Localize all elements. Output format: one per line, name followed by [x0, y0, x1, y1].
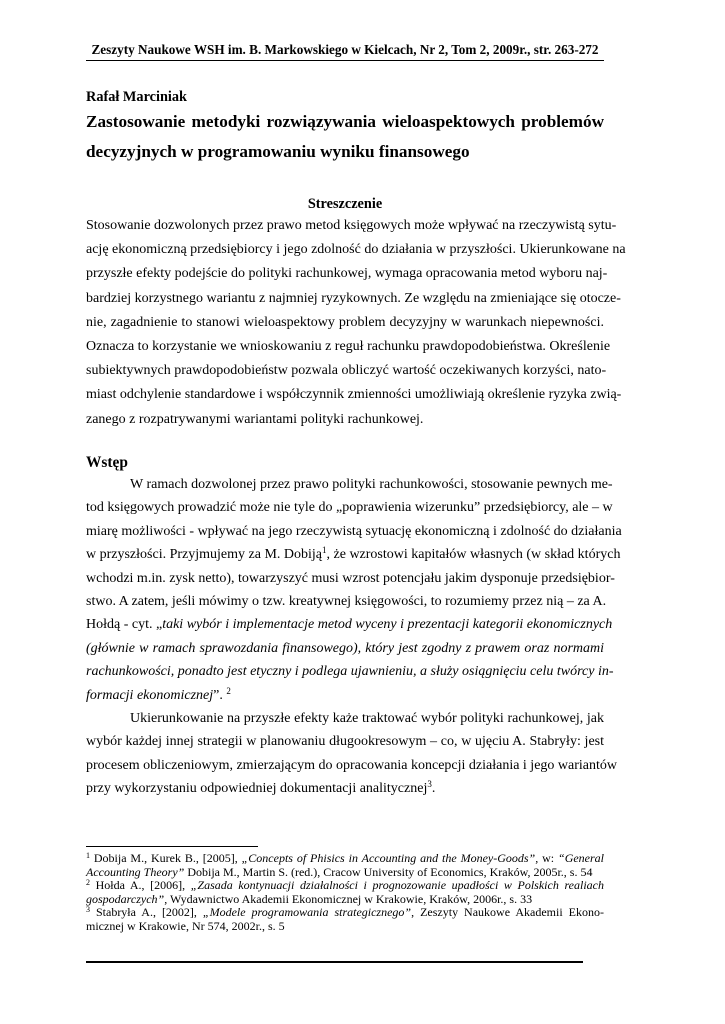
footnote-italic: „Concepts of Phisics in Accounting and the Money-Goods”,	[241, 851, 539, 865]
journal-header: Zeszyty Naukowe WSH im. B. Markowskiego w Kielcach, Nr 2, Tom 2, 2009r., str. 263-272	[91, 42, 599, 57]
footnote-ref: 2	[226, 685, 231, 696]
footnote-ref: 3	[427, 779, 432, 790]
quote-italic: taki wybór i implementacje metod wyceny i prezentacji kategorii ekonomicznych	[162, 617, 613, 633]
quote-italic: formacji ekonomicznej	[86, 687, 214, 703]
text-run: Dobija M., Martin S. (red.), Cracow University of Economics, Kraków, 2005r., s. 54	[184, 864, 593, 879]
abstract-line: miast odchylenie standardowe i współczynnik zmienności umożliwiają określenie ryzyka zwią-	[86, 387, 622, 403]
abstract-line: Stosowanie dozwolonych przez prawo metod księgowych może wpływać na rzeczywistą sytu-	[86, 218, 617, 233]
text-run: Hołda A., [2006],	[90, 878, 191, 893]
footnote-number: 3	[86, 905, 90, 915]
footnote-2-cont	[86, 893, 604, 907]
document-page	[86, 0, 626, 1024]
footnotes	[86, 852, 604, 934]
quote-italic: rachunkowości, ponadto jest etyczny i podlega ujawnieniu, a służy osiągnięciu celu twórcy in-	[86, 664, 614, 680]
footnote-2	[86, 879, 604, 893]
abstract-line: zanego z rozpatrywanymi wariantami polityki rachunkowej.	[86, 411, 424, 427]
abstract-line: subiektywnych prawdopodobieństw pozwala obliczyć wartość oczekiwanych korzyści, nato-	[86, 363, 607, 379]
abstract-line: przyszłe efekty podejście do polityki rachunkowej, wymaga opracowania metod wyboru naj-	[86, 266, 608, 282]
body-line	[86, 543, 621, 566]
text-run: Dobija M., Kurek B., [2005],	[90, 851, 242, 865]
footnote-1	[86, 852, 604, 866]
intro-heading: Wstęp	[86, 454, 128, 471]
text-run: , Wydawnictwo Akademii Ekonomicznej w Krakowie, Kraków, 2006r., s. 33	[164, 891, 533, 906]
footnote-3	[86, 906, 604, 920]
text-run: , Zeszyty Naukowe Akademii Ekono-	[411, 905, 604, 920]
text-run: w:	[538, 851, 559, 865]
body-line: miarę możliwości - wpływać na jego rzeczywistą sytuację ekonomiczną i zdolność do działania	[86, 523, 622, 539]
body-line: wchodzi m.in. zysk netto), towarzyszyć musi wzrost potencjału jakim dysponuje przedsiębior-	[86, 570, 615, 586]
footnote-italic: gospodarczych”	[86, 891, 165, 906]
text-run: Stabryła A., [2002],	[90, 905, 203, 920]
footnote-number: 2	[86, 878, 90, 888]
body-line	[86, 777, 604, 800]
footnote-italic: „Zasada kontynuacji działalności i prognozowanie upadłości w Polskich realiach	[190, 878, 604, 893]
body-line: stwo. A zatem, jeśli mówimy o tzw. kreatywnej księgowości, to rozumiemy przez nią – za A.	[86, 593, 607, 609]
header-rule	[86, 60, 604, 61]
text-run: przy wykorzystaniu odpowiedniej dokumentacji analitycznej	[86, 781, 428, 797]
body-line: procesem obliczeniowym, zmierzającym do opracowania koncepcji działania i jego wariantów	[86, 757, 618, 773]
body-line	[86, 613, 613, 636]
title-line: decyzyjnych w programowaniu wyniku finansowego	[86, 142, 470, 161]
body-line	[86, 684, 604, 707]
footnote-3-cont: micznej w Krakowie, Nr 574, 2002r., s. 5	[86, 918, 285, 933]
body-line	[86, 637, 604, 660]
footnote-italic: “General	[558, 851, 605, 865]
author-name: Rafał Marciniak	[86, 89, 187, 105]
abstract-line: Oznacza to korzystanie we wnioskowaniu z reguł rachunku prawdopodobieństwa. Określenie	[86, 338, 611, 354]
abstract-line: ację ekonomiczną przedsiębiorcy i jego zdolność do działania w przyszłości. Ukierunkowane na	[86, 242, 626, 258]
article-title	[86, 107, 604, 167]
footnote-italic: „Modele programowania strategicznego”	[202, 905, 412, 920]
abstract-line: bardziej korzystnego wariantu z najmniej ryzykownych. Ze względu na zmieniające się otocze-	[86, 290, 621, 306]
text-run: , że wzrostowi kapitałów własnych (w skład których	[326, 547, 621, 563]
abstract-heading: Streszczenie	[307, 196, 383, 212]
intro-body	[86, 473, 622, 800]
title-line: Zastosowanie metodyki rozwiązywania wieloaspektowych problemów	[86, 112, 604, 131]
abstract-line: nie, zagadnienie to stanowi wieloaspektowy problem decyzyjny w warunkach niepewności.	[86, 314, 604, 330]
footnote-number: 1	[86, 851, 90, 860]
body-line	[86, 660, 614, 683]
text-run: .	[431, 781, 436, 797]
text-run: ”.	[213, 687, 227, 703]
quote-italic: (głównie w ramach sprawozdania finansowego), który jest zgodny z prawem oraz normami	[86, 640, 604, 656]
body-line: W ramach dozwolonej przez prawo polityki rachunkowości, stosowanie pewnych me-	[130, 477, 613, 492]
abstract-body	[86, 214, 626, 432]
footnote-separator	[86, 846, 258, 847]
footnote-1-cont	[86, 866, 604, 880]
footnote-ref: 1	[322, 545, 327, 556]
body-line: tod księgowych prowadzić może nie tyle do „poprawienia wizerunku” przedsiębiorcy, ale – w	[86, 500, 613, 516]
text-run: Hołdą - cyt. „	[86, 617, 163, 633]
footnote-italic: Accounting Theory”	[86, 864, 185, 879]
text-run: w przyszłości. Przyjmujemy za M. Dobiją	[86, 547, 323, 563]
footer-rule	[86, 961, 583, 963]
body-line: Ukierunkowanie na przyszłe efekty każe traktować wybór polityki rachunkowej, jak	[130, 710, 604, 726]
body-line: wybór każdej innej strategii w planowaniu długookresowym – co, w ujęciu A. Stabryły: jest	[86, 734, 604, 750]
